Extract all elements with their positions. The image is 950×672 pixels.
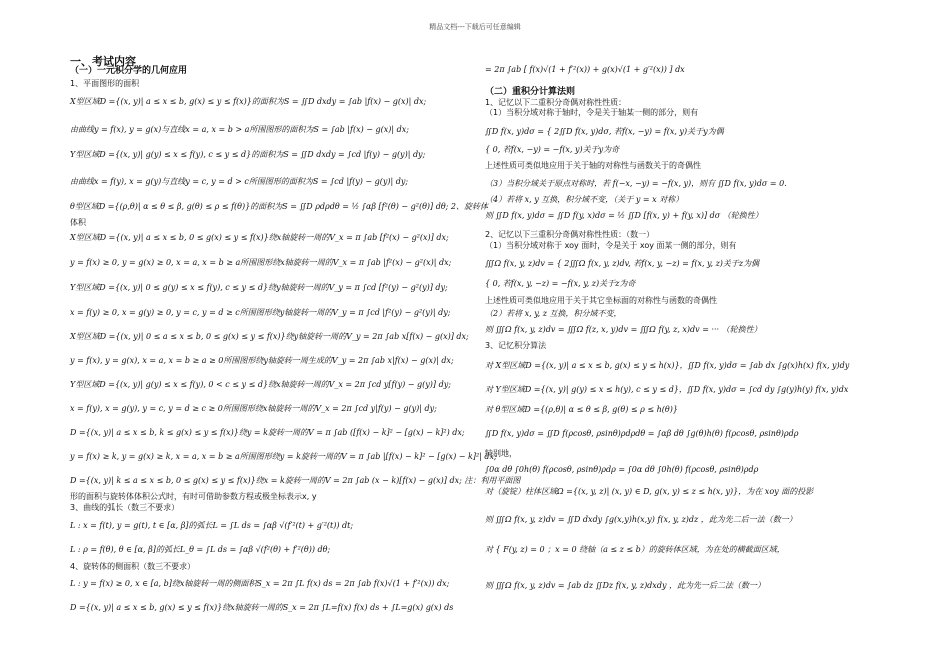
left-line-0: 一、考试内容 xyxy=(70,55,136,68)
left-line-7: θ型区域D ={(ρ,θ)| α ≤ θ ≤ β, g(θ) ≤ ρ ≤ f(θ)}的面积为S = ∬D ρdρdθ = ½ ∫αβ [f²(θ) − g²(θ)] dθ; 2、旋转体 xyxy=(70,202,488,211)
right-line-2: 1、记忆以下二重积分奇偶对称性性质： xyxy=(485,98,627,107)
left-line-16: x = f(y), x = g(y), y = c, y = d ≥ c ≥ 0所围图形绕x轴旋转一周的V_x = 2π ∫cd y|f(y) − g(y)| dy; xyxy=(70,404,437,413)
right-line-23: ∫0α dθ ∫0h(θ) f(ρcosθ, ρsinθ)ρdρ = ∫0α dθ ∫0h(θ) f(ρcosθ, ρsinθ)ρdρ xyxy=(485,465,759,474)
left-line-24: 4、旋转体的侧面积（数三不要求） xyxy=(70,562,196,571)
left-line-3: X型区域D ={(x, y)| a ≤ x ≤ b, g(x) ≤ y ≤ f(x)}的面积为S = ∬D dxdy = ∫ab |f(x) − g(x)| dx; xyxy=(70,97,427,106)
right-line-9: 则 ∬D f(x, y)dσ = ∬D f(y, x)dσ = ½ ∬D [f(x, y) + f(y, x)] dσ （轮换性） xyxy=(485,211,763,220)
left-line-10: y = f(x) ≥ 0, y = g(x) ≥ 0, x = a, x = b ≥ a所围图形绕x轴旋转一周的V_x = π ∫ab |f²(x) − g²(x)| dx; xyxy=(70,258,452,267)
right-line-22: 特别地， xyxy=(485,449,517,458)
right-line-19: 对 Y型区域D ={(x, y)| g(y) ≤ x ≤ h(y), c ≤ y ≤ d}，∬D f(x, y)dσ = ∫cd dy ∫g(y)h(y) f(x, y)dx xyxy=(485,385,849,394)
right-line-0: = 2π ∫ab [ f(x)√(1 + f′²(x)) + g(x)√(1 + g′²(x)) ] dx xyxy=(485,65,685,74)
right-line-11: （1）当积分域对称于 xoy 面时，令是关于 xoy 面某一侧的部分，则有 xyxy=(485,241,737,250)
left-line-21: 3、曲线的弧长（数三不要求） xyxy=(70,503,180,512)
left-line-15: Y型区域D ={(x, y)| g(y) ≤ x ≤ f(y), 0 < c ≤ y ≤ d}绕x轴旋转一周的V_x = 2π ∫cd y[f(y) − g(y)] dy; xyxy=(70,380,451,389)
right-line-20: 对 θ型区域D ={(ρ,θ)| α ≤ θ ≤ β, g(θ) ≤ ρ ≤ h(θ)} xyxy=(485,405,678,414)
right-line-6: 上述性质可类似地应用于关于轴的对称性与函数关于的奇偶性 xyxy=(485,161,701,170)
left-line-14: y = f(x), y = g(x), x = a, x = b ≥ a ≥ 0所围图形绕y轴旋转一周生成的V_y = 2π ∫ab x|f(x) − g(x)| dx; xyxy=(70,356,454,365)
left-line-6: 由曲线x = f(y), x = g(y)与直线y = c, y = d > c所围图形的面积为S = ∫cd |f(y) − g(y)| dy; xyxy=(70,177,409,186)
right-line-10: 2、记忆以下三重积分奇偶对称性性质：（数一） xyxy=(485,230,655,239)
left-line-9: X型区域D ={(x, y)| a ≤ x ≤ b, 0 ≤ g(x) ≤ y ≤ f(x)}绕x轴旋转一周的V_x = π ∫ab [f²(x) − g²(x)] dx; xyxy=(70,233,449,242)
left-line-19: D ={(x, y)| k ≤ a ≤ x ≤ b, 0 ≤ g(x) ≤ y ≤ f(x)}绕x = k旋转一周的V = 2π ∫ab (x − k)[f(x) − g(x)] dx; 注：利用平面图 xyxy=(70,476,521,485)
right-line-8: （4）若将 x, y 互换，积分域不变，（关于 y = x 对称） xyxy=(485,195,684,204)
right-line-21: ∬D f(x, y)dσ = ∬D f(ρcosθ, ρsinθ)ρdρdθ = ∫αβ dθ ∫g(θ)h(θ) f(ρcosθ, ρsinθ)ρdρ xyxy=(485,429,799,438)
right-line-15: （2）若将 x, y, z 互换，积分域不变， xyxy=(485,309,622,318)
right-line-12: ∭Ω f(x, y, z)dv = { 2∭Ω f(x, y, z)dv, 若f(x, y, −z) = f(x, y, z)关于z为偶 xyxy=(485,259,760,268)
left-line-8: 体积 xyxy=(70,218,86,227)
right-line-25: 则 ∭Ω f(x, y, z)dv = ∬D dxdy ∫g(x,y)h(x,y) f(x, y, z)dz ，此为先二后一法（数一） xyxy=(485,515,797,524)
right-line-3: （1）当积分域对称于轴时，令是关于轴某一侧的部分，则有 xyxy=(485,108,699,117)
left-line-4: 由曲线y = f(x), y = g(x)与直线x = a, x = b > a所围图形的面积为S = ∫ab |f(x) − g(x)| dx; xyxy=(70,125,409,134)
left-line-18: y = f(x) ≥ k, y = g(x) ≥ k, x = a, x = b ≥ a所围图形绕y = k旋转一周的V = π ∫ab |[f(x) − k]² − [g(x) − k]²| dx; xyxy=(70,452,497,461)
right-line-7: （3）当积分域关于原点对称时，若 f(−x, −y) = −f(x, y)，则有 ∬D f(x, y)dσ = 0. xyxy=(485,179,787,188)
right-line-14: 上述性质可类似地应用于关于其它坐标面的对称性与函数的奇偶性 xyxy=(485,296,717,305)
left-line-12: x = f(y) ≥ 0, x = g(y) ≥ 0, y = c, y = d ≥ c所围图形绕y轴旋转一周的V_y = π ∫cd |f²(y) − g²(y)| dy; xyxy=(70,308,451,317)
left-line-23: L : ρ = f(θ), θ ∈ [α, β]的弧长L_θ = ∫L ds = ∫αβ √(f²(θ) + f′²(θ)) dθ; xyxy=(70,545,331,554)
left-line-26: D ={(x, y)| a ≤ x ≤ b, g(x) ≤ y ≤ f(x)}绕x轴旋转一周的S_x = 2π ∫L=f(x) f(x) ds + ∫L=g(x) g(x) ds xyxy=(70,603,454,612)
right-line-5: { 0, 若f(x, −y) = −f(x, y)关于y为奇 xyxy=(485,145,620,154)
left-line-13: X型区域D ={(x, y)| 0 ≤ a ≤ x ≤ b, 0 ≤ g(x) ≤ y ≤ f(x)}绕y轴旋转一周的V_y = 2π ∫ab x[f(x) − g(x)] dx; xyxy=(70,332,469,341)
left-line-11: Y型区域D ={(x, y)| 0 ≤ g(y) ≤ x ≤ f(y), c ≤ y ≤ d}绕y轴旋转一周的V_y = π ∫cd [f²(y) − g²(y)] dy; xyxy=(70,283,448,292)
right-line-16: 则 ∭Ω f(x, y, z)dv = ∭Ω f(z, x, y)dv = ∭Ω f(y, z, x)dv = ··· （轮换性） xyxy=(485,325,762,334)
right-line-17: 3、记忆积分算法 xyxy=(485,341,547,350)
right-line-26: 对 { F(y, z) = 0 ；x = 0 绕轴（a ≤ z ≤ b）的旋转体区域，为在处的横截面区域， xyxy=(485,545,785,554)
right-line-18: 对 X型区域D ={(x, y)| a ≤ x ≤ b, g(x) ≤ y ≤ h(x)}，∬D f(x, y)dσ = ∫ab dx ∫g(x)h(x) f(x, y)dy xyxy=(485,361,850,370)
right-line-13: { 0, 若f(x, y, −z) = −f(x, y, z)关于z为奇 xyxy=(485,279,636,288)
left-line-2: 1、平面图形的面积 xyxy=(70,79,140,88)
right-line-1: （二）重积分计算法则 xyxy=(485,87,576,97)
left-line-5: Y型区域D ={(x, y)| g(y) ≤ x ≤ f(y), c ≤ y ≤ d}的面积为S = ∬D dxdy = ∫cd |f(y) − g(y)| dy; xyxy=(70,150,426,159)
right-line-24: 对（旋锭）柱体区域Ω ={(x, y, z)| (x, y) ∈ D, g(x, y) ≤ z ≤ h(x, y)}，为在 xoy 面的投影 xyxy=(485,487,814,496)
right-line-27: 则 ∭Ω f(x, y, z)dv = ∫ab dz ∬Dz f(x, y, z)dxdy ，此为先一后二法（数一） xyxy=(485,581,766,590)
left-line-20: 形的面积与旋转体体积公式时，有时可借助参数方程或极坐标表示x, y xyxy=(70,492,317,501)
left-line-17: D ={(x, y)| a ≤ x ≤ b, k ≤ g(x) ≤ y ≤ f(x)}绕y = k旋转一周的V = π ∫ab ([f(x) − k]² − [g(x) − k]²) dx; xyxy=(70,428,465,437)
left-line-1: （一）一元积分学的几何应用 xyxy=(70,66,188,76)
right-line-4: ∬D f(x, y)dσ = { 2∬D f(x, y)dσ, 若f(x, −y) = f(x, y)关于y为偶 xyxy=(485,127,724,136)
left-line-22: L : x = f(t), y = g(t), t ∈ [α, β]的弧长L = ∫L ds = ∫αβ √(f′²(t) + g′²(t)) dt; xyxy=(70,521,354,530)
left-line-25: L : y = f(x) ≥ 0, x ∈ [a, b]绕x轴旋转一周的侧面积S_x = 2π ∫L f(x) ds = 2π ∫ab f(x)√(1 + f′²(x)) dx; xyxy=(70,579,450,588)
page-header: 精品文档---下载后可任意编辑 xyxy=(429,23,521,31)
